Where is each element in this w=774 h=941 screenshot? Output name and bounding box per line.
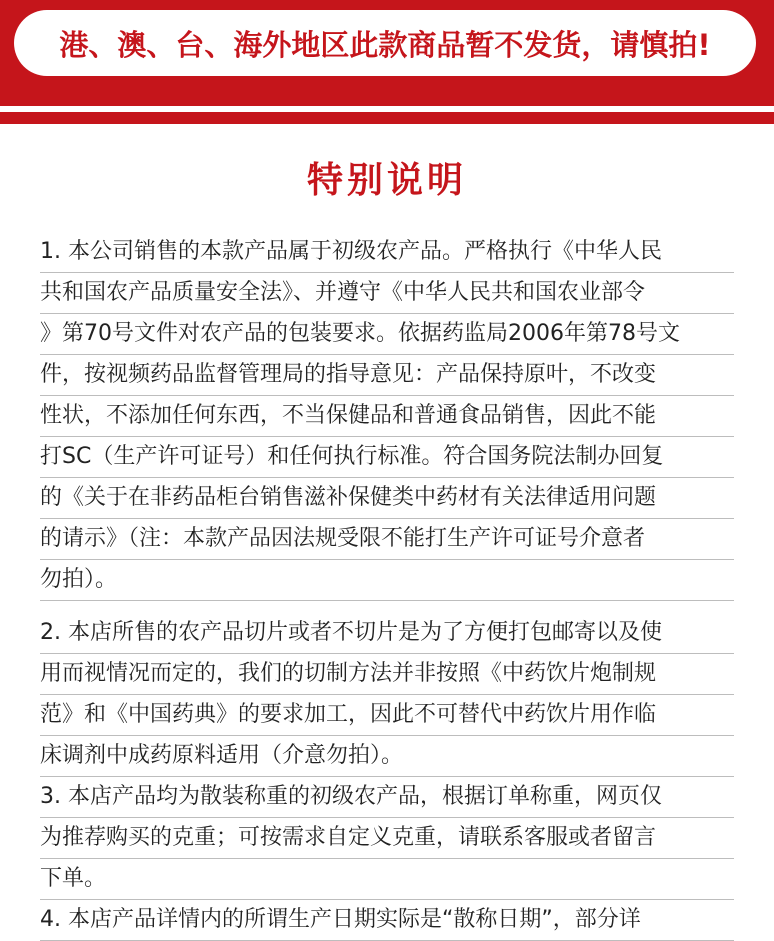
text-line: 的《关于在非药品柜台销售滋补保健类中药材有关法律适用问题 xyxy=(40,478,734,519)
text-line: 为推荐购买的克重；可按需求自定义克重，请联系客服或者留言 xyxy=(40,818,734,859)
text-line: 下单。 xyxy=(40,859,734,900)
banner-strip xyxy=(0,112,774,124)
text-line: 4. 本店产品详情内的所谓生产日期实际是“散称日期”，部分详 xyxy=(40,900,734,941)
paragraph-3 xyxy=(40,777,734,900)
page-title: 特别说明 xyxy=(306,160,467,201)
text-line: 性状，不添加任何东西，不当保健品和普通食品销售，因此不能 xyxy=(40,396,734,437)
text-line: 范》和《中国药典》的要求加工，因此不可替代中药饮片用作临 xyxy=(40,695,734,736)
paragraph-4 xyxy=(40,900,734,941)
text-line: 床调剂中成药原料适用（介意勿拍）。 xyxy=(40,736,734,777)
shipping-notice-text: 港、澳、台、海外地区此款商品暂不发货，请慎拍! xyxy=(59,27,711,62)
notice-content xyxy=(40,232,734,941)
paragraph-1 xyxy=(40,232,734,601)
text-line: 件，按视频药品监督管理局的指导意见：产品保持原叶，不改变 xyxy=(40,355,734,396)
text-line: 1. 本公司销售的本款产品属于初级农产品。严格执行《中华人民 xyxy=(40,232,734,273)
text-line: 打SC（生产许可证号）和任何执行标准。符合国务院法制办回复 xyxy=(40,437,734,478)
text-line: 的请示》（注：本款产品因法规受限不能打生产许可证号介意者 xyxy=(40,519,734,560)
top-banner xyxy=(0,0,774,106)
text-line: 2. 本店所售的农产品切片或者不切片是为了方便打包邮寄以及使 xyxy=(40,613,734,654)
text-line: 3. 本店产品均为散装称重的初级农产品，根据订单称重，网页仅 xyxy=(40,777,734,818)
shipping-notice-pill xyxy=(14,10,756,76)
text-line: 勿拍）。 xyxy=(40,560,734,601)
paragraph-gap xyxy=(40,601,734,613)
text-line: 共和国农产品质量安全法》、并遵守《中华人民共和国农业部令 xyxy=(40,273,734,314)
text-line: 用而视情况而定的，我们的切制方法并非按照《中药饮片炮制规 xyxy=(40,654,734,695)
paragraph-2 xyxy=(40,613,734,777)
text-line: 》第70号文件对农产品的包装要求。依据药监局2006年第78号文 xyxy=(40,314,734,355)
